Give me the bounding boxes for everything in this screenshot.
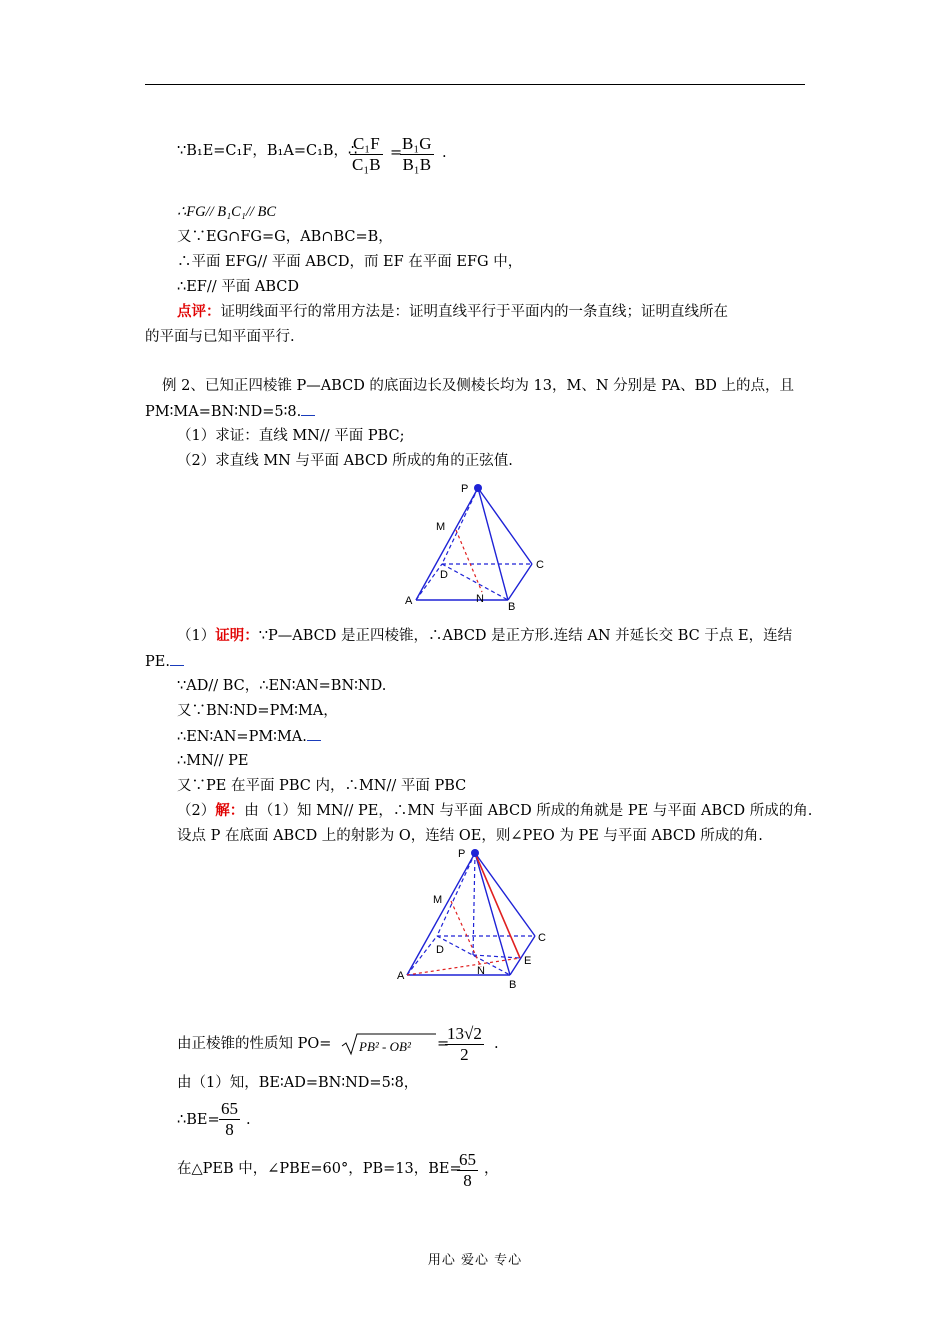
label-b: B bbox=[509, 979, 517, 991]
label-e: E bbox=[524, 955, 532, 967]
apex-point bbox=[471, 849, 479, 857]
edge-pa bbox=[407, 853, 475, 975]
comment-line2: 的平面与已知平面平行. bbox=[145, 329, 295, 345]
solution1-line7: 又∵PE 在平面 PBC 内，∴MN// 平面 PBC bbox=[177, 778, 467, 794]
segment-mn bbox=[456, 530, 482, 592]
proof1-line1 bbox=[177, 141, 357, 161]
label-d: D bbox=[440, 569, 448, 581]
solution1-label: 证明： bbox=[215, 627, 259, 644]
po-formula-prefix: 由正棱锥的性质知 PO= bbox=[177, 1036, 332, 1052]
pyramid-figure-1 bbox=[400, 478, 550, 613]
fraction-denominator: 8 bbox=[219, 1119, 240, 1140]
period: . bbox=[246, 1112, 251, 1128]
label-p: P bbox=[458, 848, 466, 860]
equals-sign: = bbox=[390, 145, 403, 161]
label-a: A bbox=[397, 970, 405, 982]
comma: ， bbox=[484, 1161, 499, 1177]
proof1-line3: 又∵EG∩FG=G，AB∩BC=B， bbox=[177, 229, 393, 245]
proof1-line2: ∴FG// B₁C₁// BC bbox=[177, 204, 277, 220]
edge-pd bbox=[442, 488, 478, 564]
solution1-line6: ∴MN// PE bbox=[177, 753, 249, 769]
page-footer: 用心 爱心 专心 bbox=[427, 1253, 523, 1268]
equals-sign: = bbox=[437, 1036, 450, 1052]
example2-ratio bbox=[145, 401, 315, 422]
comment-line1 bbox=[177, 302, 728, 322]
solution2-text: 由（1）知 MN// PE，∴MN 与平面 ABCD 所成的角就是 PE 与平面 ABCD 所成的角. bbox=[244, 803, 813, 819]
edge-pa bbox=[416, 488, 478, 600]
proof1-line1-text: ∵B₁E=C₁F，B₁A=C₁B，∴ bbox=[177, 143, 358, 159]
label-c: C bbox=[536, 559, 544, 571]
period: . bbox=[494, 1036, 499, 1052]
label-a: A bbox=[405, 595, 413, 607]
fraction-numerator: 65 bbox=[221, 1099, 238, 1118]
label-m: M bbox=[433, 894, 443, 906]
comment-text: 证明线面平行的常用方法是：证明直线平行于平面内的一条直线；证明直线所在 bbox=[220, 304, 728, 320]
calc-line2: 由（1）知，BE∶AD=BN∶ND=5∶8， bbox=[177, 1075, 419, 1091]
fraction-65-over-8 bbox=[219, 1099, 240, 1140]
solution1-line4: 又∵BN∶ND=PM∶MA， bbox=[177, 703, 338, 719]
be-prefix: ∴BE= bbox=[177, 1112, 220, 1128]
period: . bbox=[442, 145, 447, 161]
solution2-label: 解： bbox=[215, 802, 245, 819]
fraction-denominator: 8 bbox=[457, 1170, 478, 1191]
fraction-13root2-over-2 bbox=[445, 1024, 484, 1065]
fraction-denominator: C₁B bbox=[352, 155, 381, 174]
segment-po bbox=[473, 853, 475, 955]
fraction-65-over-8 bbox=[457, 1150, 478, 1191]
triangle-peb-prefix: 在△PEB 中，∠PBE=60°，PB=13，BE= bbox=[177, 1161, 462, 1177]
proof1-line5: ∴EF// 平面 ABCD bbox=[177, 279, 299, 295]
solution2-line1 bbox=[177, 801, 812, 821]
sqrt-radicand: PB² - OB² bbox=[359, 1039, 411, 1054]
solution1-prefix: （1） bbox=[177, 628, 216, 644]
edge-pb bbox=[478, 488, 508, 600]
comment-label: 点评： bbox=[177, 303, 221, 320]
fraction-c1f-c1b bbox=[350, 134, 383, 175]
underline-mark bbox=[301, 401, 315, 416]
fraction-numerator: 13√2 bbox=[447, 1024, 482, 1043]
underline-mark bbox=[307, 726, 321, 741]
label-d: D bbox=[436, 944, 444, 956]
fraction-denominator: B₁B bbox=[400, 154, 434, 175]
label-p: P bbox=[461, 483, 469, 495]
example2-ratio-text: PM∶MA=BN∶ND=5∶8. bbox=[145, 404, 302, 420]
fraction-numerator: 65 bbox=[459, 1150, 476, 1169]
underline-mark bbox=[170, 651, 184, 666]
segment-mn bbox=[451, 901, 481, 967]
solution1-line2 bbox=[145, 651, 184, 672]
question-1: （1）求证：直线 MN// 平面 PBC; bbox=[177, 428, 405, 444]
solution1-line5-text: ∴EN∶AN=PM∶MA. bbox=[177, 729, 307, 745]
edge-ad bbox=[407, 936, 437, 975]
segment-oe bbox=[473, 955, 520, 958]
edge-ad bbox=[416, 564, 442, 600]
label-n: N bbox=[477, 965, 485, 977]
solution2-prefix: （2） bbox=[177, 803, 216, 819]
fraction-numerator: B₁G bbox=[402, 134, 432, 153]
proof1-line4: ∴平面 EFG// 平面 ABCD，而 EF 在平面 EFG 中， bbox=[177, 254, 523, 270]
label-n: N bbox=[476, 593, 484, 605]
fraction-numerator: C₁F bbox=[352, 134, 380, 153]
edge-pc bbox=[478, 488, 532, 564]
solution1-line3: ∵AD// BC，∴EN∶AN=BN∶ND. bbox=[177, 678, 387, 694]
label-b: B bbox=[508, 601, 516, 613]
label-c: C bbox=[538, 932, 546, 944]
solution1-line1 bbox=[177, 626, 792, 646]
edge-db bbox=[442, 564, 508, 600]
fraction-denominator: 2 bbox=[445, 1044, 484, 1065]
question-2: （2）求直线 MN 与平面 ABCD 所成的角的正弦值. bbox=[177, 453, 513, 469]
apex-point bbox=[474, 484, 482, 492]
fraction-b1g-b1b bbox=[400, 134, 434, 175]
header-rule bbox=[145, 84, 805, 85]
solution1-text: ∵P—ABCD 是正四棱锥，∴ABCD 是正方形.连结 AN 并延长交 BC 于点 E，连结 bbox=[258, 628, 793, 644]
example2-statement: 例 2、已知正四棱锥 P—ABCD 的底面边长及侧棱长均为 13，M、N 分别是 PA、BD 上的点，且 bbox=[162, 378, 795, 394]
segment-ae bbox=[407, 958, 520, 975]
pyramid-figure-2 bbox=[393, 843, 553, 991]
edge-pd bbox=[437, 853, 475, 936]
solution2-line2: 设点 P 在底面 ABCD 上的射影为 O，连结 OE，则∠PEO 为 PE 与平面 ABCD 所成的角. bbox=[177, 828, 763, 844]
solution1-line5 bbox=[177, 726, 321, 747]
edge-bc bbox=[508, 564, 532, 600]
label-m: M bbox=[436, 521, 446, 533]
solution1-line2-text: PE. bbox=[145, 654, 170, 670]
